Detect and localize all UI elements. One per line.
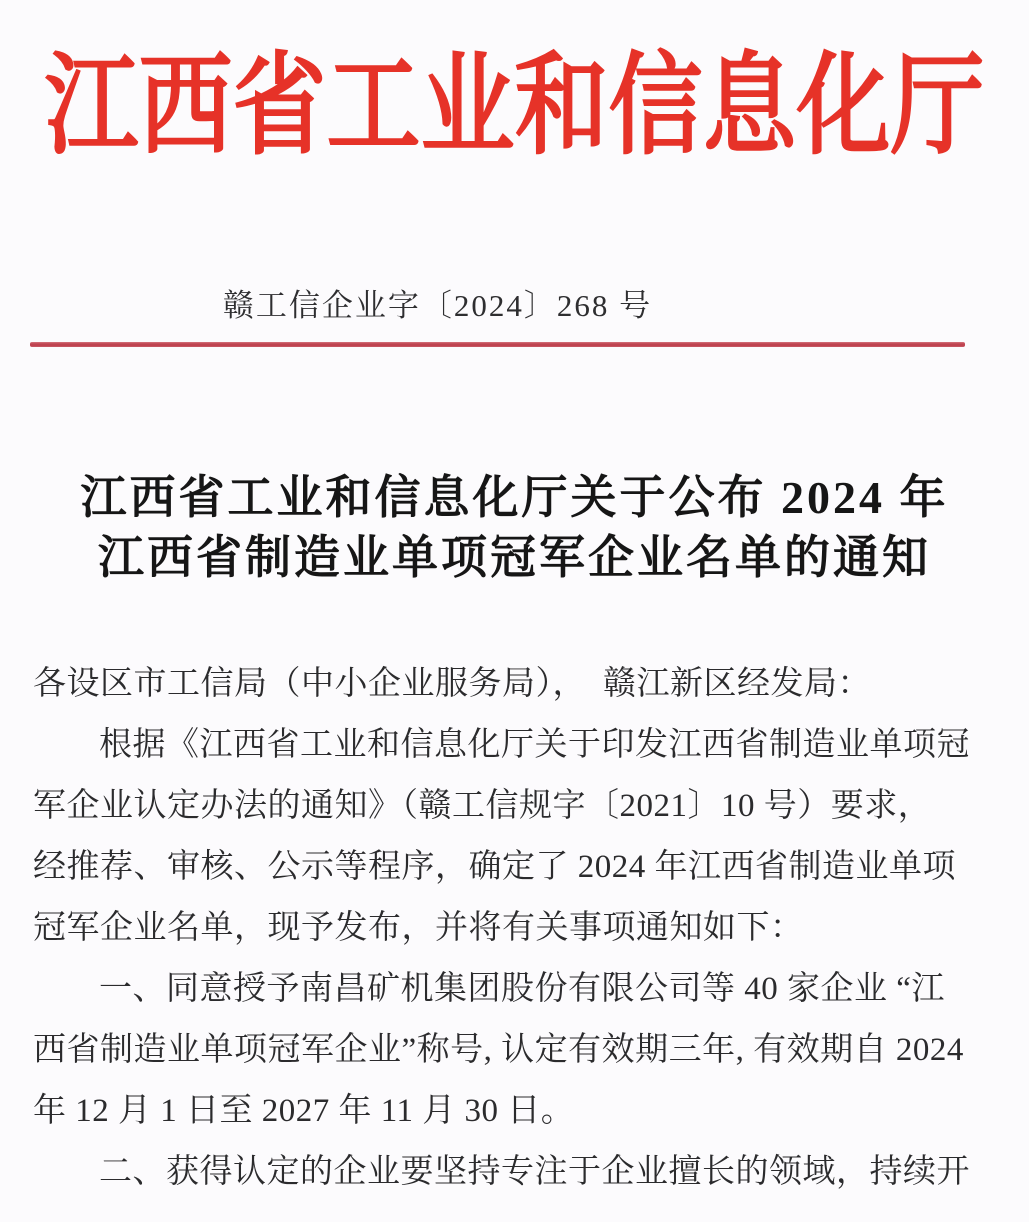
- body-line: 一、同意授予南昌矿机集团股份有限公司等 40 家企业 “江: [99, 971, 945, 1007]
- body-line: 西省制造业单项冠军企业”称号, 认定有效期三年, 有效期自 2024: [33, 1032, 964, 1068]
- notice-title-line: 江西省工业和信息化厅关于公布 2024 年: [80, 472, 949, 523]
- body-line: 根据《江西省工业和信息化厅关于印发江西省制造业单项冠: [99, 727, 970, 763]
- notice-title: [0, 468, 1029, 588]
- body-line: 军企业认定办法的通知》（赣工信规字〔2021〕10 号）要求，: [33, 788, 932, 824]
- body-line: 各设区市工信局（中小企业服务局）， 赣江新区经发局：: [33, 666, 871, 702]
- body-line: 经推荐、审核、公示等程序，确定了 2024 年江西省制造业单项: [33, 849, 956, 885]
- agency-header-title: 江西省工业和信息化厅: [44, 44, 985, 168]
- body-line: 二、获得认定的企业要坚持专注于企业擅长的领域，持续开: [99, 1154, 970, 1190]
- body-line: 年 12 月 1 日至 2027 年 11 月 30 日。: [33, 1093, 575, 1129]
- red-divider-line: [30, 342, 965, 347]
- body-line: 冠军企业名单，现予发布，并将有关事项通知如下：: [33, 910, 804, 946]
- notice-body: [33, 654, 1001, 1203]
- doc-number: 赣工信企业字〔2024〕268 号: [222, 288, 653, 323]
- notice-title-line: 江西省制造业单项冠军企业名单的通知: [98, 532, 931, 583]
